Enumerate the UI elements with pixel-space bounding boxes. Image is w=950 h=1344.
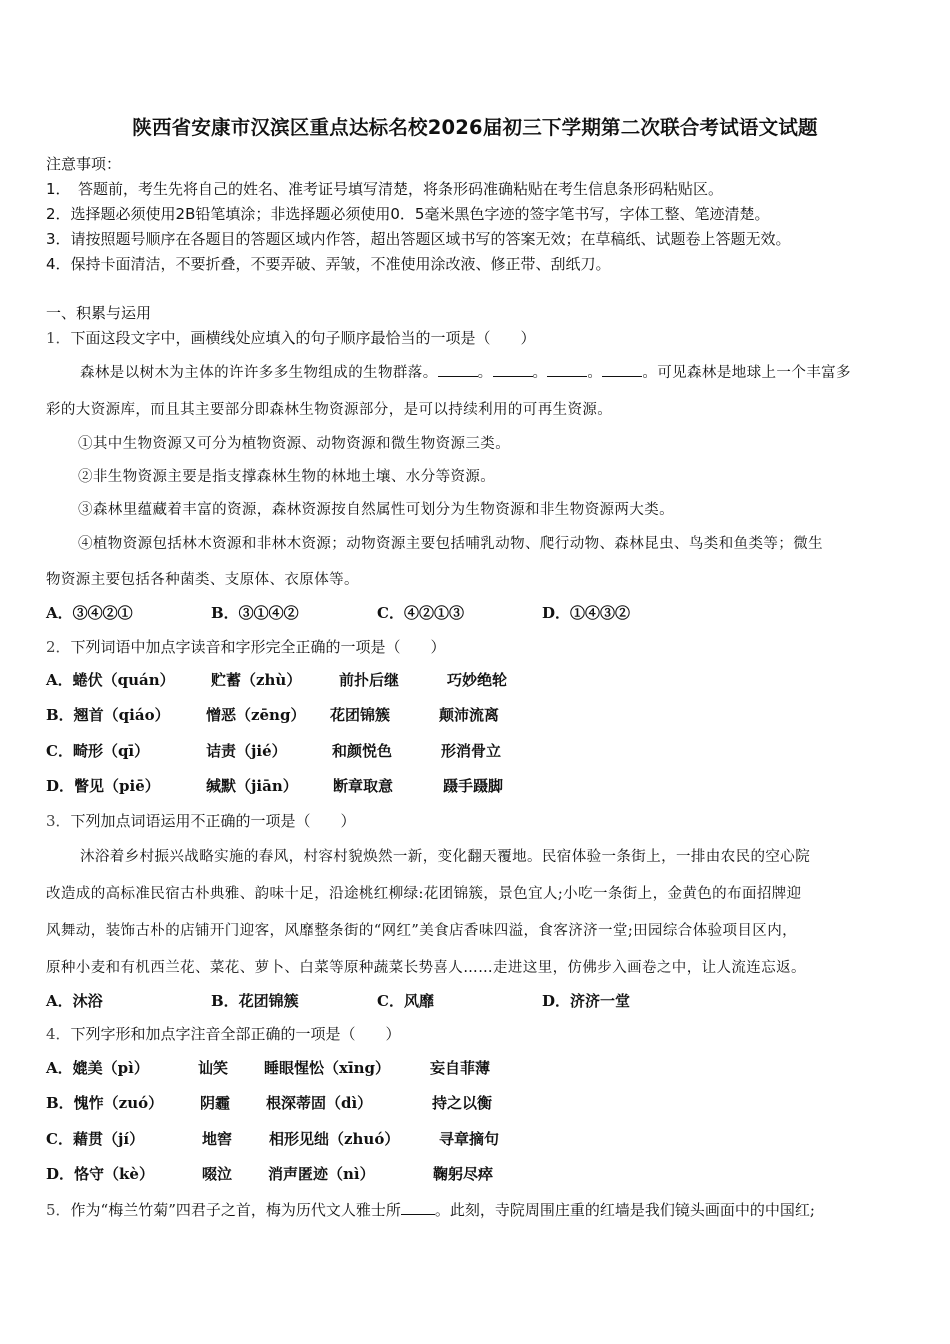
q4-option-c[interactable]: C．藉贯（jí） xyxy=(46,1130,145,1148)
punct: 。 xyxy=(587,365,603,381)
question-number: 4． xyxy=(46,1025,71,1043)
question-stem: 下列加点词语运用不正确的一项是（ ） xyxy=(70,812,356,830)
q1-passage-text-a: 森林是以树木为主体的许许多多生物组成的生物群落。 xyxy=(80,365,438,381)
notice-item-3: 3．请按照题号顺序在各题目的答题区域内作答，超出答题区域书写的答案无效；在草稿纸、试题卷上答题无效。 xyxy=(46,230,791,248)
question-stem: 下列词语中加点字读音和字形完全正确的一项是（ ） xyxy=(70,638,446,656)
blank-2 xyxy=(493,364,533,377)
question-number: 2． xyxy=(46,638,71,656)
question-4 xyxy=(46,1023,401,1044)
q2-option-a-word-3: 前扑后继 xyxy=(339,671,400,689)
q4-option-a-word-4: 妄自菲薄 xyxy=(430,1059,491,1077)
blank-answer[interactable] xyxy=(401,1202,435,1215)
section-heading: 一、积累与运用 xyxy=(46,304,152,322)
q2-option-d[interactable]: D．瞥见（piē） xyxy=(46,777,160,795)
q3-passage-line-1: 沐浴着乡村振兴战略实施的春风，村容村貌焕然一新，变化翻天覆地。民宿体验一条街上，一排由农民的空心院 xyxy=(80,849,811,865)
question-5 xyxy=(46,1199,815,1220)
q4-option-d-word-3: 消声匿迹（nì） xyxy=(268,1165,375,1183)
q2-option-d-word-2: 缄默（jiān） xyxy=(206,777,298,795)
notice-item-4: 4．保持卡面清洁，不要折叠，不要弄破、弄皱，不准使用涂改液、修正带、刮纸刀。 xyxy=(46,255,611,273)
q3-passage-line-3: 风舞动，装饰古朴的店铺开门迎客，风靡整条街的“网红”美食店香味四溢，食客济济一堂;田园综合体验项目区内， xyxy=(46,923,798,939)
q1-sentence-3: ③森林里蕴藏着丰富的资源，森林资源按自然属性可划分为生物资源和非生物资源两大类。 xyxy=(78,502,674,518)
q2-option-c-word-3: 和颜悦色 xyxy=(332,742,393,760)
q2-option-b-word-4: 颠沛流离 xyxy=(439,706,500,724)
q1-option-c[interactable]: C．④②①③ xyxy=(377,604,464,622)
q4-option-d-word-4: 鞠躬尽瘁 xyxy=(433,1165,494,1183)
q1-option-b[interactable]: B．③①④② xyxy=(211,604,299,622)
question-stem-b: 。此刻，寺院周围庄重的红墙是我们镜头画面中的中国红; xyxy=(434,1201,815,1219)
question-3 xyxy=(46,810,356,831)
punct: 。 xyxy=(477,365,493,381)
blank-1 xyxy=(438,364,478,377)
question-1 xyxy=(46,327,536,348)
question-number: 3． xyxy=(46,812,71,830)
q4-option-c-word-3: 相形见绌（zhuó） xyxy=(269,1130,400,1148)
q1-passage-line-1 xyxy=(80,361,851,382)
q2-option-a[interactable]: A．蜷伏（quán） xyxy=(46,671,175,689)
q1-sentence-4-cont: 物资源主要包括各种菌类、支原体、衣原体等。 xyxy=(46,572,359,588)
q1-option-a[interactable]: A．③④②① xyxy=(46,604,133,622)
blank-3 xyxy=(547,364,587,377)
q4-option-b-word-3: 根深蒂固（dì） xyxy=(266,1094,373,1112)
q2-option-a-word-2: 贮蓄（zhù） xyxy=(211,671,302,689)
q3-option-d[interactable]: D．济济一堂 xyxy=(542,992,631,1010)
notice-heading: 注意事项： xyxy=(46,155,122,173)
q4-option-b-word-4: 持之以衡 xyxy=(432,1094,493,1112)
punct: 。 xyxy=(642,365,658,381)
q2-option-d-word-3: 断章取意 xyxy=(333,777,394,795)
blank-4 xyxy=(602,364,642,377)
notice-item-2: 2．选择题必须使用2B铅笔填涂；非选择题必须使用0．5毫米黑色字迹的签字笔书写，字体工整、笔迹清楚。 xyxy=(46,205,770,223)
q2-option-b-word-2: 憎恶（zēng） xyxy=(206,706,306,724)
question-number: 5． xyxy=(46,1201,71,1219)
q4-option-b[interactable]: B．愧怍（zuó） xyxy=(46,1094,164,1112)
page-title: 陕西省安康市汉滨区重点达标名校2026届初三下学期第二次联合考试语文试题 xyxy=(132,116,818,139)
q2-option-b[interactable]: B．翘首（qiáo） xyxy=(46,706,170,724)
q4-option-d[interactable]: D．恪守（kè） xyxy=(46,1165,154,1183)
q4-option-c-word-2: 地窖 xyxy=(202,1130,233,1148)
question-stem: 下面这段文字中，画横线处应填入的句子顺序最恰当的一项是（ ） xyxy=(70,329,536,347)
q1-sentence-2: ②非生物资源主要是指支撑森林生物的林地土壤、水分等资源。 xyxy=(78,469,496,485)
question-2 xyxy=(46,636,446,657)
q3-option-a[interactable]: A．沐浴 xyxy=(46,992,103,1010)
q2-option-b-word-3: 花团锦簇 xyxy=(330,706,391,724)
question-stem: 下列字形和加点字注音全部正确的一项是（ ） xyxy=(70,1025,401,1043)
q1-option-d[interactable]: D．①④③② xyxy=(542,604,631,622)
q4-option-d-word-2: 啜泣 xyxy=(202,1165,233,1183)
question-number: 1． xyxy=(46,329,71,347)
q2-option-c-word-4: 形消骨立 xyxy=(441,742,502,760)
q1-sentence-1: ①其中生物资源又可分为植物资源、动物资源和微生物资源三类。 xyxy=(78,436,511,452)
q2-option-d-word-4: 蹑手蹑脚 xyxy=(443,777,504,795)
q3-passage-line-4: 原种小麦和有机西兰花、菜花、萝卜、白菜等原种蔬菜长势喜人……走进这里，仿佛步入画卷之中，让人流连忘返。 xyxy=(46,960,806,976)
q3-option-c[interactable]: C．风靡 xyxy=(377,992,434,1010)
notice-item-1: 1． 答题前，考生先将自己的姓名、准考证号填写清楚，将条形码准确粘贴在考生信息条形码粘贴区。 xyxy=(46,180,724,198)
q1-sentence-4: ④植物资源包括林木资源和非林木资源；动物资源主要包括哺乳动物、爬行动物、森林昆虫、鸟类和鱼类等；微生 xyxy=(78,536,823,552)
q2-option-a-word-4: 巧妙绝轮 xyxy=(447,671,508,689)
q2-option-c-word-2: 诘责（jié） xyxy=(206,742,287,760)
q1-passage-line-2: 彩的大资源库，而且其主要部分即森林生物资源部分，是可以持续利用的可再生资源。 xyxy=(46,402,613,418)
q4-option-a-word-3: 睡眼惺忪（xīng） xyxy=(264,1059,391,1077)
q4-option-a[interactable]: A．媲美（pì） xyxy=(46,1059,149,1077)
q1-passage-text-b: 可见森林是地球上一个丰富多 xyxy=(657,365,851,381)
punct: 。 xyxy=(532,365,548,381)
q4-option-a-word-2: 讪笑 xyxy=(198,1059,229,1077)
q3-passage-line-2: 改造成的高标准民宿古朴典雅、韵味十足，沿途桃红柳绿:花团锦簇，景色宜人;小吃一条街上，金黄色的布面招牌迎 xyxy=(46,886,802,902)
q2-option-c[interactable]: C．畸形（qī） xyxy=(46,742,150,760)
question-stem-a: 作为“梅兰竹菊”四君子之首，梅为历代文人雅士所 xyxy=(70,1201,401,1219)
q4-option-c-word-4: 寻章摘句 xyxy=(439,1130,500,1148)
q4-option-b-word-2: 阴霾 xyxy=(200,1094,231,1112)
q3-option-b[interactable]: B．花团锦簇 xyxy=(211,992,299,1010)
